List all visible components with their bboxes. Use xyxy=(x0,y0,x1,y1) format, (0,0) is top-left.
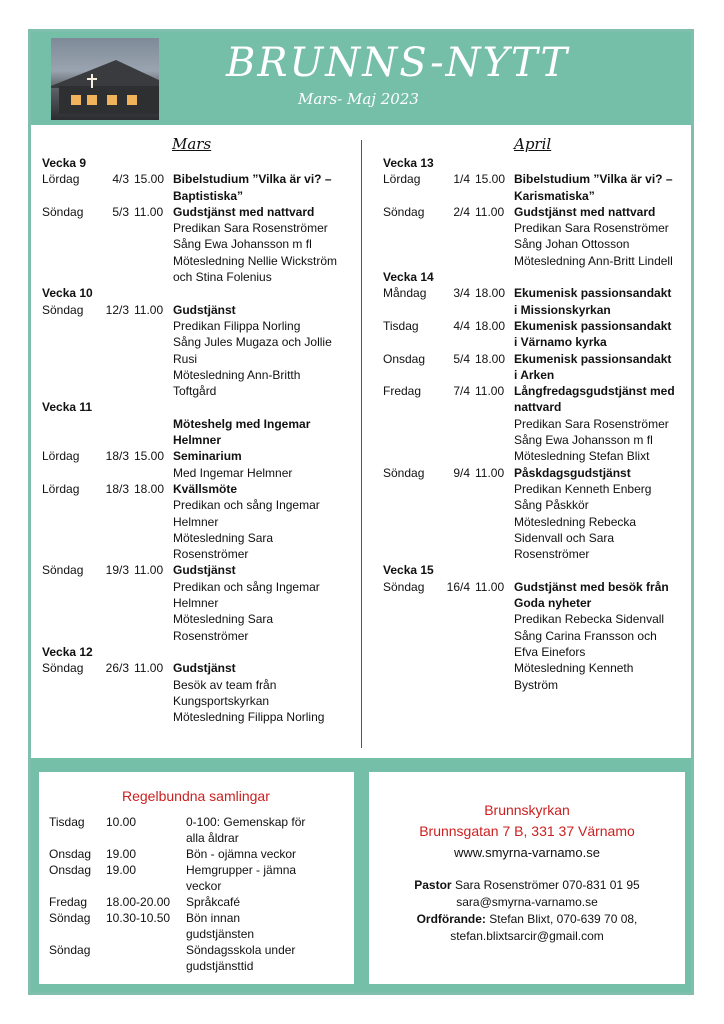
event-time: 18.00 xyxy=(475,318,506,333)
regular-day: Söndag xyxy=(49,943,91,957)
regular-table xyxy=(49,814,306,974)
event-time: 15.00 xyxy=(134,172,165,187)
event-date: 5/4 xyxy=(453,351,470,366)
event-detail: Med Ingemar Helmner xyxy=(173,465,293,480)
event-time: 18.00 xyxy=(475,286,506,301)
week-label: Vecka 15 xyxy=(383,563,434,578)
event-date: 2/4 xyxy=(453,204,470,219)
event-detail: Mötesledning Ann-Britt Lindell xyxy=(514,253,673,268)
event-detail: Sång Jules Mugaza och Jollie Rusi xyxy=(173,335,332,366)
regular-row xyxy=(49,814,306,846)
regular-activity: 0-100: Gemenskap för alla åldrar xyxy=(186,815,306,845)
event-day: Onsdag xyxy=(383,351,426,366)
event-row xyxy=(383,351,675,384)
newsletter-period: Mars- Maj 2023 xyxy=(298,90,419,108)
event-day: Lördag xyxy=(42,481,80,496)
event-row xyxy=(383,465,675,563)
event-row xyxy=(383,383,675,464)
regular-activity: Söndagsskola under gudstjänsttid xyxy=(186,943,296,973)
event-description xyxy=(173,481,342,562)
event-detail: Mötesledning Filippa Norling xyxy=(173,710,325,725)
event-row xyxy=(42,660,342,725)
event-title: Gudstjänst med nattvard xyxy=(173,204,315,219)
pastor-line xyxy=(369,877,685,894)
contact-info xyxy=(369,800,685,945)
church-name: Brunnskyrkan xyxy=(484,802,570,818)
regular-day: Fredag xyxy=(49,895,88,909)
event-day: Söndag xyxy=(42,302,84,317)
pastor-email[interactable]: sara@smyrna-varnamo.se xyxy=(456,895,598,909)
event-row xyxy=(383,579,675,693)
event-title: Bibelstudium ”Vilka är vi? – Baptistiska” xyxy=(173,172,332,203)
event-date xyxy=(93,416,134,449)
event-date: 12/3 xyxy=(105,302,129,317)
event-description xyxy=(514,285,675,318)
regular-time: 18.00-20.00 xyxy=(106,895,171,909)
event-description xyxy=(173,204,342,285)
event-time: 11.00 xyxy=(475,465,505,480)
website-link[interactable]: www.smyrna-varnamo.se xyxy=(454,845,600,860)
event-time: 18.00 xyxy=(134,481,165,496)
event-description xyxy=(514,579,675,693)
pastor-label: Pastor xyxy=(414,878,452,892)
event-detail: Mötesledning Sara Rosenströmer xyxy=(173,612,274,643)
event-day: Söndag xyxy=(383,579,425,594)
event-time: 15.00 xyxy=(134,449,165,464)
event-title: Gudstjänst med nattvard xyxy=(514,204,656,219)
event-detail: Predikan Kenneth Enberg xyxy=(514,481,652,496)
event-time: 11.00 xyxy=(134,204,164,219)
regular-row xyxy=(49,894,306,910)
event-time: 15.00 xyxy=(475,172,506,187)
event-detail: Predikan Sara Rosenströmer xyxy=(173,221,328,236)
event-description xyxy=(514,465,675,563)
event-time xyxy=(134,416,173,449)
event-date: 18/3 xyxy=(105,449,129,464)
regular-row xyxy=(49,862,306,894)
event-row xyxy=(42,416,342,449)
chair-contact: Stefan Blixt, 070-639 70 08, xyxy=(489,912,638,926)
week-label: Vecka 14 xyxy=(383,270,434,285)
event-day: Söndag xyxy=(383,465,425,480)
regular-activity: Bön - ojämna veckor xyxy=(186,847,297,861)
event-row xyxy=(42,448,342,481)
event-detail: Sång Johan Ottosson xyxy=(514,237,630,252)
event-date: 9/4 xyxy=(453,465,470,480)
event-title: Gudstjänst xyxy=(173,563,236,578)
regular-row xyxy=(49,942,306,974)
event-title: Gudstjänst xyxy=(173,302,236,317)
event-row xyxy=(42,302,342,400)
regular-day: Söndag xyxy=(49,911,91,925)
event-detail: Sång Påskkör xyxy=(514,498,589,513)
event-title: Bibelstudium ”Vilka är vi? – Karismatiska” xyxy=(514,172,673,203)
event-date: 7/4 xyxy=(453,384,470,399)
event-time: 11.00 xyxy=(475,204,505,219)
event-row xyxy=(42,204,342,285)
event-time: 11.00 xyxy=(134,302,164,317)
event-description xyxy=(173,660,342,725)
event-detail: Predikan och sång Ingemar Helmner xyxy=(173,498,320,529)
church-photo xyxy=(51,38,159,120)
event-time: 11.00 xyxy=(134,661,164,676)
event-detail: Predikan Sara Rosenströmer xyxy=(514,416,669,431)
event-day: Fredag xyxy=(383,384,422,399)
event-description xyxy=(173,562,342,643)
regular-activity: Språkcafé xyxy=(186,895,241,909)
event-detail: Mötesledning Stefan Blixt xyxy=(514,449,650,464)
event-date: 18/3 xyxy=(105,481,129,496)
event-day: Lördag xyxy=(383,172,421,187)
event-detail: Predikan Sara Rosenströmer xyxy=(514,221,669,236)
event-detail: Mötesledning Ann-Britth Toftgård xyxy=(173,367,301,399)
event-description xyxy=(173,448,342,481)
event-row xyxy=(383,318,675,351)
event-date: 5/3 xyxy=(112,204,129,219)
event-date: 4/4 xyxy=(453,318,470,333)
regular-activity: Hemgrupper - jämna veckor xyxy=(186,863,297,893)
event-date: 4/3 xyxy=(112,172,129,187)
regular-time: 19.00 xyxy=(106,847,137,861)
week-label: Vecka 11 xyxy=(42,400,93,415)
march-schedule xyxy=(42,155,342,725)
event-title: Ekumenisk passionsandakt i Missionskyrkan xyxy=(514,286,672,317)
event-date: 16/4 xyxy=(446,579,470,594)
event-day: Söndag xyxy=(42,563,84,578)
regular-time: 19.00 xyxy=(106,863,137,877)
week-label: Vecka 12 xyxy=(42,644,93,659)
newsletter-title: BRUNNS-NYTT xyxy=(226,40,570,86)
event-detail: Mötesledning Sara Rosenströmer xyxy=(173,530,274,562)
week-label: Vecka 13 xyxy=(383,156,434,170)
event-title: Kvällsmöte xyxy=(173,481,238,496)
event-day xyxy=(42,416,93,449)
event-row xyxy=(42,562,342,643)
regular-day: Tisdag xyxy=(49,815,85,829)
event-detail: Predikan och sång Ingemar Helmner xyxy=(173,579,320,611)
event-day: Söndag xyxy=(42,204,84,219)
event-time: 11.00 xyxy=(475,579,505,594)
april-schedule xyxy=(383,155,675,693)
church-address: Brunnsgatan 7 B, 331 37 Värnamo xyxy=(419,823,635,839)
regular-time: 10.00 xyxy=(106,815,137,829)
regular-activity: Bön innan gudstjänsten xyxy=(186,911,255,941)
week-label: Vecka 9 xyxy=(42,156,87,170)
event-row xyxy=(383,204,675,269)
event-detail: Sång Ewa Johansson m fl xyxy=(514,433,653,448)
event-time: 18.00 xyxy=(475,351,506,366)
event-day: Måndag xyxy=(383,286,427,301)
event-title: Gudstjänst med besök från Goda nyheter xyxy=(514,579,669,611)
event-detail: Mötesledning Nellie Wickström och Stina Folenius xyxy=(173,253,338,285)
event-row xyxy=(42,481,342,562)
event-date: 3/4 xyxy=(453,286,470,301)
event-description xyxy=(514,171,675,204)
regular-time xyxy=(106,942,186,974)
event-row xyxy=(42,171,342,204)
regular-day: Onsdag xyxy=(49,847,92,861)
event-row xyxy=(383,285,675,318)
pastor-contact: Sara Rosenströmer 070-831 01 95 xyxy=(454,878,640,892)
regular-time: 10.30-10.50 xyxy=(106,911,171,925)
event-time: 11.00 xyxy=(134,563,164,578)
regular-day: Onsdag xyxy=(49,863,92,877)
week-label: Vecka 10 xyxy=(42,286,93,301)
event-date: 19/3 xyxy=(105,563,129,578)
chair-email[interactable]: stefan.blixtsarcir@gmail.com xyxy=(450,929,604,943)
month-heading-march: Mars xyxy=(172,135,212,153)
event-time: 11.00 xyxy=(475,384,505,399)
event-date: 26/3 xyxy=(105,661,129,676)
column-divider xyxy=(361,140,362,748)
event-detail: Predikan Rebecka Sidenvall xyxy=(514,612,665,627)
event-title: Påskdagsgudstjänst xyxy=(514,465,631,480)
event-day: Söndag xyxy=(42,661,84,676)
event-date: 1/4 xyxy=(453,172,470,187)
regular-row xyxy=(49,910,306,942)
chair-label: Ordförande: xyxy=(416,912,486,926)
event-title: Ekumenisk passionsandakt i Värnamo kyrka xyxy=(514,318,672,350)
event-detail: Mötesledning Kenneth Byström xyxy=(514,661,634,692)
event-day: Lördag xyxy=(42,449,80,464)
event-title: Möteshelg med Ingemar Helmner xyxy=(173,416,311,448)
regular-row xyxy=(49,846,306,862)
event-description xyxy=(514,351,675,384)
event-description xyxy=(514,204,675,269)
event-title: Ekumenisk passionsandakt i Arken xyxy=(514,351,672,382)
event-detail: Besök av team från Kungsportskyrkan xyxy=(173,677,277,708)
event-detail: Sång Ewa Johansson m fl xyxy=(173,237,312,252)
month-heading-april: April xyxy=(514,135,552,153)
regular-title: Regelbundna samlingar xyxy=(122,788,270,804)
event-detail: Sång Carina Fransson och Efva Einefors xyxy=(514,628,657,659)
chair-line xyxy=(369,911,685,928)
event-description xyxy=(173,416,342,449)
event-day: Lördag xyxy=(42,172,80,187)
event-title: Seminarium xyxy=(173,449,242,464)
event-description xyxy=(514,383,675,464)
event-row xyxy=(383,171,675,204)
event-title: Långfredagsgudstjänst med nattvard xyxy=(514,384,675,415)
event-detail: Predikan Filippa Norling xyxy=(173,318,301,333)
event-description xyxy=(173,171,342,204)
event-detail: Mötesledning Rebecka Sidenvall och Sara Rosenströmer xyxy=(514,514,637,562)
event-title: Gudstjänst xyxy=(173,661,236,676)
event-day: Söndag xyxy=(383,204,425,219)
event-description xyxy=(514,318,675,351)
event-description xyxy=(173,302,342,400)
event-day: Tisdag xyxy=(383,318,419,333)
